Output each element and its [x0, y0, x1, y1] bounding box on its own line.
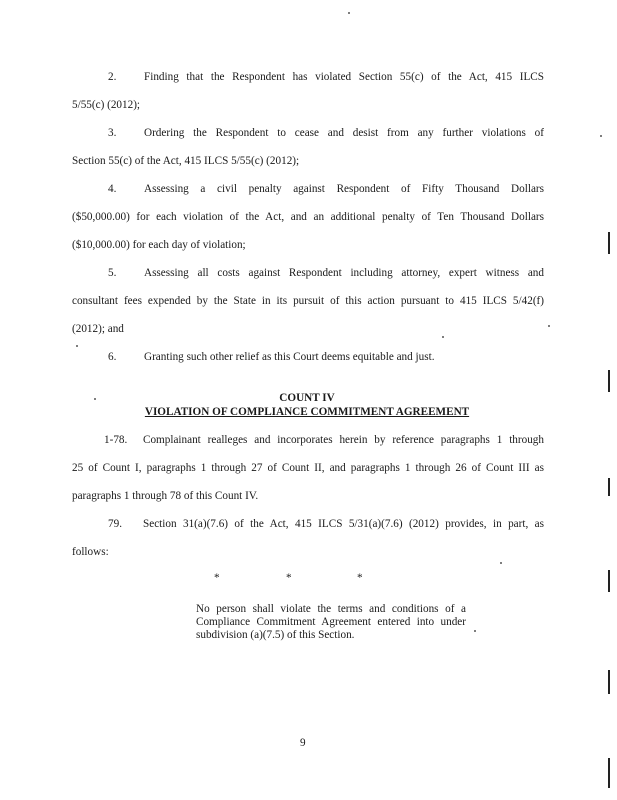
item-3-line2: Section 55(c) of the Act, 415 ILCS 5/55(c) (2012);	[72, 155, 300, 167]
item-5-line3: (2012); and	[72, 323, 124, 335]
item-3-line1: Ordering the Respondent to cease and desist from any further violations of	[144, 127, 544, 139]
para-79-number: 79.	[108, 518, 122, 530]
para-78-line3: paragraphs 1 through 78 of this Count IV.	[72, 490, 259, 502]
scan-speck	[500, 562, 502, 564]
item-4-line2: ($50,000.00) for each violation of the Act, and an additional penalty of Ten Thousand Dollars	[72, 211, 544, 223]
item-4-line3: ($10,000.00) for each day of violation;	[72, 239, 246, 251]
item-5-line1: Assessing all costs against Respondent including attorney, expert witness and	[144, 267, 544, 279]
item-4-number: 4.	[108, 183, 117, 195]
item-4-line1: Assessing a civil penalty against Respondent of Fifty Thousand Dollars	[144, 183, 544, 195]
ellipsis-star: *	[286, 572, 292, 584]
scan-speck	[348, 12, 350, 14]
para-79-line1: Section 31(a)(7.6) of the Act, 415 ILCS 5/31(a)(7.6) (2012) provides, in part, as	[143, 518, 544, 530]
para-78-line1: Complainant realleges and incorporates herein by reference paragraphs 1 through	[143, 434, 544, 446]
scan-artifact	[608, 670, 610, 694]
scan-artifact	[608, 570, 610, 592]
scan-artifact	[608, 232, 610, 254]
item-3-number: 3.	[108, 127, 117, 139]
scan-speck	[76, 345, 78, 347]
item-5-line2: consultant fees expended by the State in its pursuit of this action pursuant to 415 ILCS 5/42(f)	[72, 295, 544, 307]
item-6-line1: Granting such other relief as this Court deems equitable and just.	[144, 351, 435, 363]
item-2-line2: 5/55(c) (2012);	[72, 99, 141, 111]
count-subheading: VIOLATION OF COMPLIANCE COMMITMENT AGREEMENT	[144, 406, 470, 418]
item-2-number: 2.	[108, 71, 117, 83]
scan-speck	[442, 336, 444, 338]
para-79-line2: follows:	[72, 546, 109, 558]
scan-speck	[94, 398, 96, 400]
scan-artifact	[608, 370, 610, 392]
para-78-line2: 25 of Count I, paragraphs 1 through 27 of Count II, and paragraphs 1 through 26 of Count III as	[72, 462, 544, 474]
item-5-number: 5.	[108, 267, 117, 279]
scan-speck	[600, 135, 602, 137]
scan-speck	[548, 325, 550, 327]
statute-quote: No person shall violate the terms and conditions of a Compliance Commitment Agreement entered into under subdivision (a)(7.5) of this Section.	[196, 603, 466, 641]
item-2-line1: Finding that the Respondent has violated Section 55(c) of the Act, 415 ILCS	[144, 71, 544, 83]
item-6-number: 6.	[108, 351, 117, 363]
scan-artifact	[608, 478, 610, 496]
count-heading: COUNT IV	[279, 392, 335, 404]
ellipsis-star: *	[214, 572, 220, 584]
scan-artifact	[608, 758, 610, 788]
page-number: 9	[300, 737, 306, 749]
scan-speck	[474, 630, 476, 632]
para-78-number: 1-78.	[104, 434, 128, 446]
ellipsis-star: *	[357, 572, 363, 584]
